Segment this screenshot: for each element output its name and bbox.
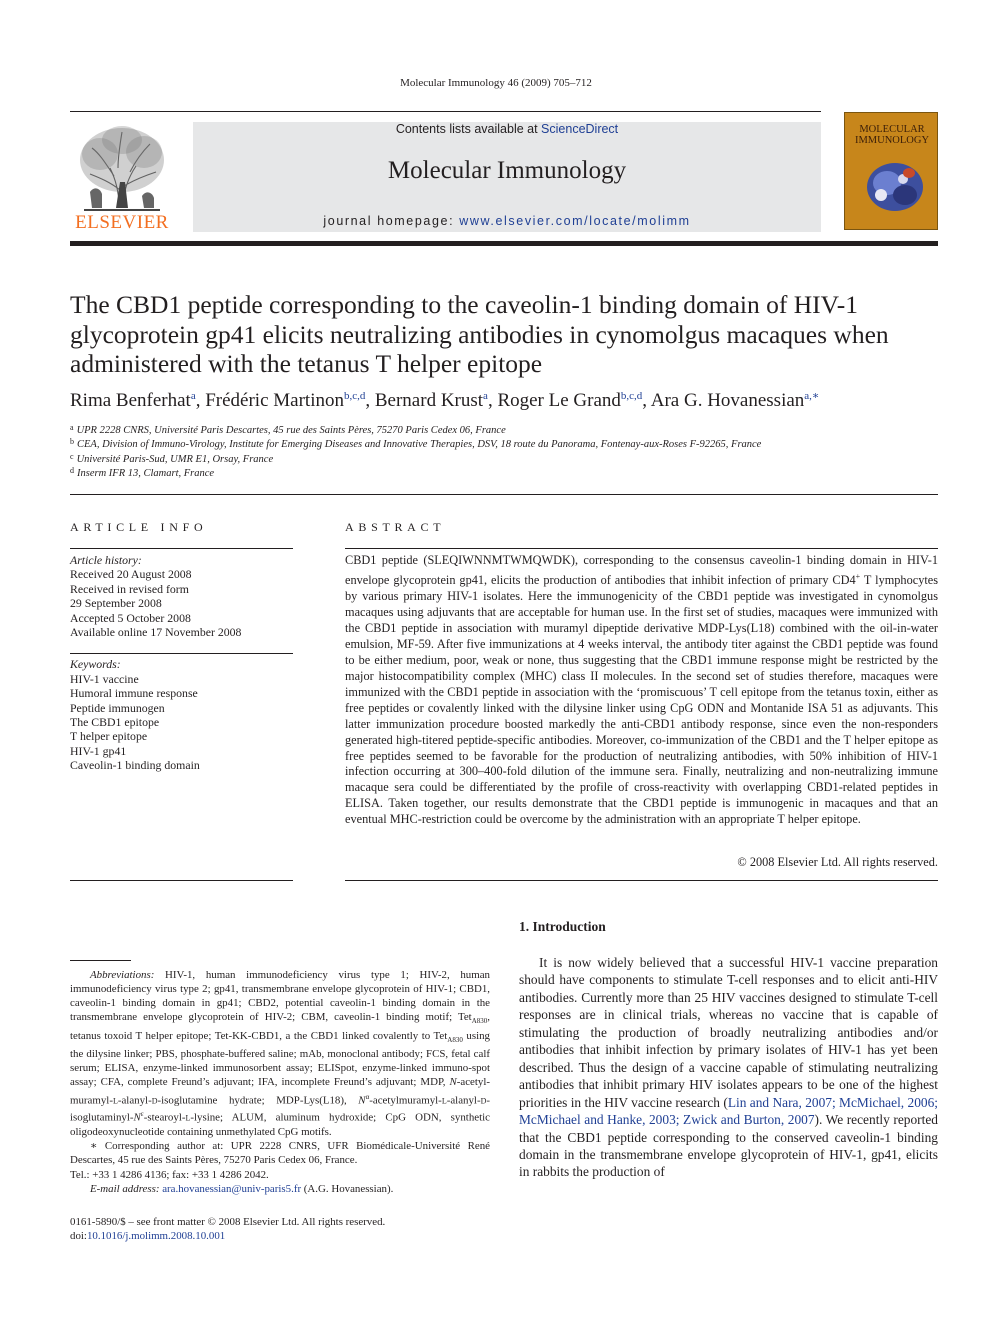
doi-line bbox=[70, 1229, 385, 1243]
author-name: Roger Le Grand bbox=[497, 390, 621, 411]
affiliation-mark: c bbox=[70, 451, 74, 461]
abbrev-seg2: , tetanus toxoid T helper epitope; Tet-KK-CBD1, a the CBD1 linked covalently to Tet bbox=[70, 1011, 490, 1042]
history-item: Accepted 5 October 2008 bbox=[70, 610, 191, 625]
introduction-heading: 1. Introduction bbox=[519, 919, 606, 934]
cover-title bbox=[849, 124, 935, 146]
affiliation-d bbox=[70, 466, 214, 479]
article-info-bottom-rule bbox=[70, 880, 293, 881]
abbrev-seg8: -alanyl- bbox=[446, 1094, 481, 1107]
running-head: Molecular Immunology 46 (2009) 705–712 bbox=[400, 77, 592, 89]
abbrev-d1: d bbox=[151, 1094, 158, 1107]
article-info-heading: ARTICLE INFO bbox=[70, 520, 208, 534]
affiliation-b bbox=[70, 437, 761, 450]
abstract-seg1: CBD1 peptide (SLEQIWNNMTWMQWDK), corresponding to the consensus caveolin-1 binding domain in HIV-1 envelope glycoprotein gp41, elicits the production of antibodies that inhibit infection of primary CD4 bbox=[345, 553, 938, 588]
abbrev-seg4: -acetyl-muramyl- bbox=[70, 1076, 490, 1107]
abbrev-sub2: A830 bbox=[447, 1035, 463, 1044]
email-label: E-mail address: bbox=[90, 1182, 160, 1195]
abbrev-seg9: -isoglutaminyl- bbox=[70, 1094, 490, 1124]
issn-line: 0161-5890/$ – see front matter © 2008 Elsevier Ltd. All rights reserved. bbox=[70, 1216, 386, 1228]
abstract-copyright: © 2008 Elsevier Ltd. All rights reserved. bbox=[737, 855, 938, 869]
author-name: Rima Benferhat bbox=[70, 390, 191, 411]
keyword-item: HIV-1 gp41 bbox=[70, 743, 127, 758]
journal-homepage-line bbox=[193, 214, 821, 228]
keywords-rule bbox=[70, 653, 293, 654]
author-separator: , bbox=[365, 390, 375, 411]
elsevier-wordmark: ELSEVIER bbox=[75, 212, 169, 233]
corresponding-mark: ∗ bbox=[90, 1140, 98, 1153]
abbrev-eps: ε bbox=[140, 1110, 144, 1119]
abbrev-l1: l bbox=[112, 1094, 118, 1107]
keyword-item: T helper epitope bbox=[70, 729, 148, 744]
keyword-item: Peptide immunogen bbox=[70, 700, 165, 715]
contents-prefix: Contents lists available at bbox=[395, 122, 542, 136]
author-separator: , bbox=[487, 390, 498, 411]
abstract-bottom-rule bbox=[345, 880, 938, 881]
homepage-url-link[interactable]: www.elsevier.com/locate/molimm bbox=[459, 214, 691, 228]
affiliation-text: CEA, Division of Immuno-Virology, Institute for Emerging Diseases and Innovative Therapies, DSV, 18 route du Panorama, Fontenay-aux-Roses F-92265, France bbox=[77, 439, 762, 451]
abbrev-seg7: -acetylmuramyl- bbox=[369, 1094, 442, 1107]
abbrev-n1: N bbox=[449, 1076, 457, 1089]
keyword-item: The CBD1 epitope bbox=[70, 714, 160, 729]
author-affiliation-mark[interactable]: a bbox=[483, 390, 488, 402]
history-item: Received 20 August 2008 bbox=[70, 567, 192, 581]
abstract-heading: ABSTRACT bbox=[345, 520, 446, 534]
article-history-label: Article history: bbox=[70, 553, 142, 567]
affiliation-mark: d bbox=[70, 465, 74, 475]
journal-name: Molecular Immunology bbox=[387, 157, 627, 184]
abbrev-seg6: -isoglutamine hydrate; MDP-Lys(L18), bbox=[157, 1094, 359, 1107]
author-list bbox=[70, 389, 819, 412]
affiliation-text: Université Paris-Sud, UMR E1, Orsay, France bbox=[76, 453, 274, 465]
author-affiliation-mark[interactable]: b,c,d bbox=[620, 390, 643, 402]
keyword-item: HIV-1 vaccine bbox=[70, 672, 139, 686]
tel-fax-line: Tel.: +33 1 4286 4136; fax: +33 1 4286 2042. bbox=[70, 1168, 269, 1181]
affiliation-a bbox=[70, 423, 506, 436]
affiliation-text: UPR 2228 CNRS, Université Paris Descartes, 45 rue des Saints Pères, 75270 Paris Cedex 06, France bbox=[76, 425, 506, 436]
abbrev-d2: d bbox=[480, 1094, 487, 1107]
intro-text-part1: It is now widely believed that a successful HIV-1 vaccine preparation should have components to stimulate T-cell responses and to elicit anti-HIV antibodies. Currently more than 25 HIV vaccines designed to stimulate T-cell responses are in clinical trials, whereas no vaccine that is capable of stimulating the production of broadly neutralizing antibodies and/or antibodies that inhibit infection by primary isolates of HIV-1 has yet been described. Thus the design of a vaccine capable of stimulating neutralizing antibodies that inhibit primary HIV isolates appears to be one of the highest priorities in the HIV vaccine research ( bbox=[519, 955, 938, 1110]
front-matter bbox=[70, 1215, 385, 1243]
abbrev-l2: l bbox=[441, 1094, 447, 1107]
abbrev-alpha: α bbox=[365, 1092, 370, 1101]
history-item: Received in revised form bbox=[70, 581, 189, 596]
history-item: Available online 17 November 2008 bbox=[70, 625, 242, 639]
article-info-rule bbox=[70, 548, 293, 549]
sciencedirect-link[interactable]: ScienceDirect bbox=[541, 122, 619, 136]
abbrev-l3: l bbox=[185, 1112, 191, 1124]
abbrev-seg11: -lysine; ALUM, aluminum hydroxide; CpG ODN, synthetic oligodeoxynucleotide containing unmethylated CpG motifs. bbox=[70, 1112, 490, 1139]
abbrev-n-alpha: N bbox=[358, 1094, 366, 1107]
corresponding-author-footnote bbox=[70, 1139, 490, 1167]
affiliation-mark: b bbox=[70, 437, 74, 447]
affiliation-text: Inserm IFR 13, Clamart, France bbox=[77, 467, 215, 479]
affiliation-rule bbox=[70, 494, 938, 495]
affiliation-mark: a bbox=[70, 423, 74, 432]
author-affiliation-mark[interactable]: a,∗ bbox=[804, 390, 820, 402]
abbrev-sub1: A830 bbox=[471, 1017, 488, 1026]
author-separator: , bbox=[195, 390, 206, 411]
author-name: Bernard Krust bbox=[374, 390, 484, 411]
abstract-rule bbox=[345, 548, 938, 549]
author-affiliation-mark[interactable]: a bbox=[190, 390, 196, 402]
keyword-item: Caveolin-1 binding domain bbox=[70, 757, 200, 772]
author-name: Frédéric Martinon bbox=[205, 390, 344, 411]
abbrev-seg10: -stearoyl- bbox=[143, 1112, 186, 1124]
author-affiliation-mark[interactable]: b,c,d bbox=[343, 390, 366, 402]
abbrev-seg3: using the dilysine linker; PBS, phosphate-buffered saline; mAb, monoclonal antibody; FCS, fetal calf serum; ELISA, enzyme-linked immunosorbent assay; ELISpot, enzyme-linked immuno-spot assay; CFA, complete Freund’s adjuvant; IFA, incomplete Freund’s adjuvant; MDP, bbox=[70, 1029, 490, 1089]
intro-text-part2: ). We recently reported that the CBD1 peptide corresponding to the conserved caveolin-1 binding domain in the transmembrane envelope glycoprotein of HIV-1, gp41, elicits in rabbits the production of bbox=[519, 1112, 938, 1180]
header-top-rule bbox=[70, 111, 821, 112]
author-separator: , bbox=[642, 390, 651, 411]
doi-label: doi: bbox=[70, 1230, 87, 1242]
homepage-prefix: journal homepage: bbox=[323, 214, 460, 228]
doi-link[interactable]: 10.1016/j.molimm.2008.10.001 bbox=[86, 1230, 226, 1242]
cover-title-line1: MOLECULAR bbox=[859, 124, 925, 135]
history-item: 29 September 2008 bbox=[70, 596, 162, 610]
footnote-rule bbox=[70, 960, 131, 961]
abstract-sup: + bbox=[855, 571, 861, 581]
footnotes bbox=[70, 968, 490, 1196]
keyword-item: Humoral immune response bbox=[70, 686, 198, 701]
corresponding-text: Corresponding author at: UPR 2228 CNRS, UFR Biomédicale-Université René Descartes, 45 rue des Saints Pères, 75270 Paris Cedex 06, France. bbox=[70, 1140, 490, 1167]
header-thick-rule bbox=[70, 241, 938, 246]
contents-available-line bbox=[193, 122, 821, 136]
author-name: Ara G. Hovanessian bbox=[650, 390, 805, 411]
abstract-seg2: T lymphocytes by various primary HIV-1 isolates. Here the immunogenicity of the CBD1 peptide was investigated in cynomolgus macaques using adjuvants that are acceptable for human use. In the first set of studies, macaques were immunized with the CBD1 peptide in association with muramyl dipeptide derivative MDP-Lys(L18) combined with the oil-in-water emulsion, MF-59. After five immunizations at 4 weeks interval, the antibody titer against the CBD1 peptide was found to be either medium, poor, weak or none, thus suggesting that the CBD1 immune response might be restricted by the major histocompatibility complex (MHC) class II molecules. In the second set of studies therefore, macaques were immunized with the CBD1 peptide in association with the ‘promiscuous’ T cell epitope from the tetanus toxin, either as free peptides or covalently linked with the dilysine linker using CpG ODN and Montanide ISA 51 as adjuvants. This latter immunization procedure boosted markedly the anti-CBD1 antibody response, since even the non-responders generated high-titered peptide-specific antibodies. Moreover, co-immunization of the CBD1 and the T helper epitope as free peptides seemed to be favorable for the production of neutralizing antibodies, with 50% inhibition of HIV-1 infection occurring at 300–400-fold dilution of the immune sera. Finally, neutralizing and non-neutralizing immune macaque sera could be differentiated by the profile of cross-reactivity with overlapping CBD1-related peptides in ELISA. Taken together, our results demonstrate that the CBD1 peptide is immunogenic in macaques and that an eventual MHC-restriction could be overcome by the administration with an appropriate T helper epitope. bbox=[345, 573, 938, 827]
email-link[interactable]: ara.hovanessian@univ-paris5.fr bbox=[162, 1182, 302, 1195]
intro-citations-link[interactable]: Lin and Nara, 2007; McMichael, 2006; McMichael and Hanke, 2003; Zwick and Burton, 2007 bbox=[519, 1094, 938, 1128]
keywords-label: Keywords: bbox=[70, 657, 121, 671]
abbrev-n-eps: N bbox=[133, 1112, 141, 1124]
email-suffix: (A.G. Hovanessian). bbox=[301, 1182, 394, 1195]
abbreviations-label: Abbreviations: bbox=[90, 969, 155, 981]
cover-title-line2: IMMUNOLOGY bbox=[854, 135, 930, 146]
abstract-text bbox=[345, 553, 938, 828]
article-title: The CBD1 peptide corresponding to the caveolin-1 binding domain of HIV-1 glycoprotein gp41 elicits neutralizing antibodies in cynomolgus macaques when administered with the tetanus T helper epitope bbox=[70, 290, 889, 378]
abbreviations-footnote bbox=[70, 968, 490, 1139]
introduction-text bbox=[519, 954, 938, 1181]
affiliation-c bbox=[70, 452, 273, 465]
email-footnote bbox=[70, 1182, 490, 1196]
abbrev-seg5: -alanyl- bbox=[117, 1094, 152, 1107]
abbrev-seg1: HIV-1, human immunodeficiency virus type 1; HIV-2, human immunodeficiency virus type 2; gp41, transmembrane envelope glycoprotein of HIV-1; CBD1, caveolin-1 binding domain in gp41; CBD2, potential caveolin-1 binding domain in the transmembrane envelope glycoprotein of HIV-2; CBM, caveolin-1 binding motif; Tet bbox=[70, 969, 490, 1024]
